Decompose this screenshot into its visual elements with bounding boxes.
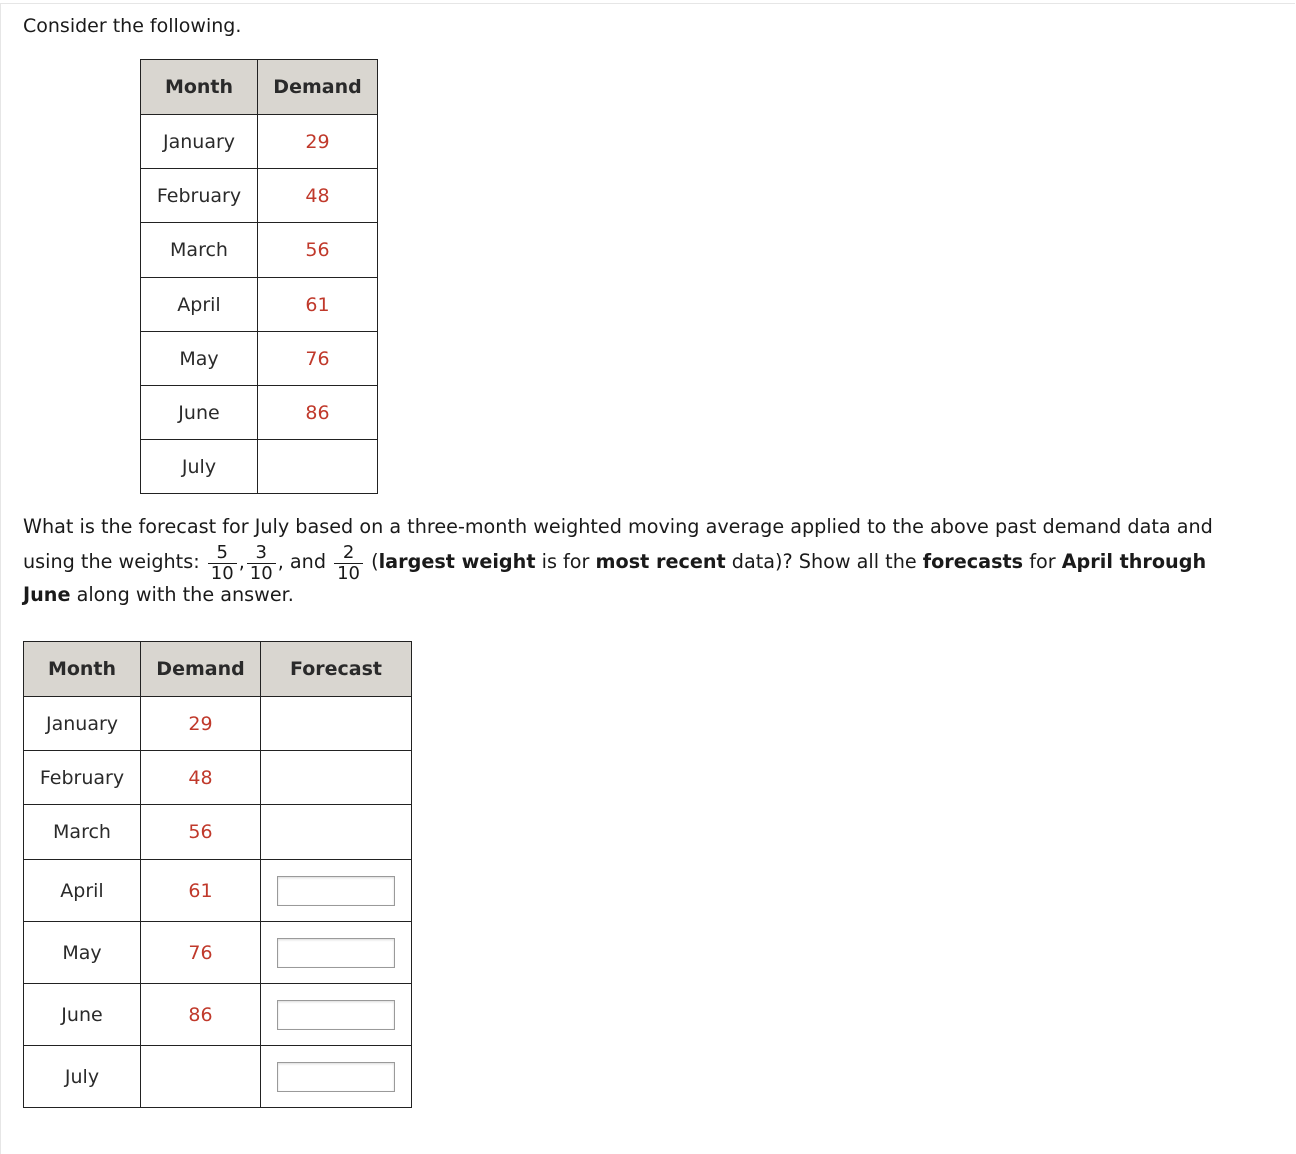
weight-2-numerator: 3 (255, 542, 267, 563)
demand-cell: 48 (141, 751, 261, 805)
table-row (24, 751, 412, 805)
demand-cell: 29 (141, 697, 261, 751)
weight-1-numerator: 5 (216, 542, 228, 563)
question-text-segment: is for (535, 550, 596, 573)
month-cell: February (141, 169, 258, 223)
forecast-input-may[interactable] (277, 938, 395, 968)
question-line-1: What is the forecast for July based on a three-month weighted moving average applied to the above past demand data and (23, 515, 1213, 538)
demand-cell: 29 (258, 115, 378, 169)
weight-3-denominator: 10 (334, 563, 363, 584)
weight-3-numerator: 2 (342, 542, 355, 563)
weight-2-denominator: 10 (247, 563, 276, 584)
weight-fraction-1 (208, 543, 237, 584)
demand-cell (141, 1046, 261, 1108)
month-cell: July (24, 1046, 141, 1108)
column-header-month: Month (24, 642, 141, 697)
demand-cell: 86 (258, 386, 378, 440)
month-cell: April (141, 278, 258, 332)
month-cell: May (141, 332, 258, 386)
month-cell: April (24, 860, 141, 922)
weight-separator: , (277, 550, 284, 573)
month-cell: March (24, 805, 141, 860)
forecast-cell (261, 805, 412, 860)
month-cell: May (24, 922, 141, 984)
question-text-segment: data)? Show all the (725, 550, 923, 573)
question-text-segment: for (1023, 550, 1062, 573)
table-row (24, 805, 412, 860)
emphasis-june: June (23, 583, 71, 606)
demand-cell: 76 (141, 922, 261, 984)
table-row (24, 697, 412, 751)
month-cell: June (24, 984, 141, 1046)
demand-cell: 61 (141, 860, 261, 922)
question-text (23, 512, 1273, 607)
month-cell: July (141, 440, 258, 494)
forecast-table (23, 641, 412, 1108)
demand-cell: 86 (141, 984, 261, 1046)
demand-cell (258, 440, 378, 494)
table-row (141, 169, 378, 223)
forecast-cell (261, 984, 412, 1046)
weight-fraction-2 (247, 543, 276, 584)
table-row (24, 860, 412, 922)
table-row (141, 386, 378, 440)
question-text-segment: along with the answer. (70, 583, 294, 606)
question-line-3 (23, 583, 1273, 607)
demand-cell: 48 (258, 169, 378, 223)
column-header-month: Month (141, 60, 258, 115)
forecast-cell (261, 751, 412, 805)
table-row (141, 223, 378, 278)
table-row (24, 922, 412, 984)
month-cell: January (24, 697, 141, 751)
forecast-cell (261, 860, 412, 922)
demand-cell: 76 (258, 332, 378, 386)
month-cell: February (24, 751, 141, 805)
intro-text: Consider the following. (23, 15, 242, 37)
table-row (141, 332, 378, 386)
table-header-row (141, 60, 378, 115)
table-row (24, 984, 412, 1046)
forecast-input-june[interactable] (277, 1000, 395, 1030)
column-header-forecast: Forecast (261, 642, 412, 697)
demand-table (140, 59, 378, 494)
column-header-demand: Demand (141, 642, 261, 697)
month-cell: January (141, 115, 258, 169)
question-prefix: using the weights: (23, 550, 206, 573)
forecast-cell (261, 922, 412, 984)
emphasis-most-recent: most recent (595, 550, 726, 573)
forecast-cell (261, 697, 412, 751)
weight-fraction-3 (334, 543, 363, 584)
table-row (141, 115, 378, 169)
and-text: and (283, 550, 333, 573)
demand-cell: 56 (258, 223, 378, 278)
emphasis-april-through: April through (1061, 550, 1207, 573)
emphasis-forecasts: forecasts (922, 550, 1024, 573)
table-row (24, 1046, 412, 1108)
demand-cell: 56 (141, 805, 261, 860)
month-cell: June (141, 386, 258, 440)
demand-cell: 61 (258, 278, 378, 332)
table-row (141, 440, 378, 494)
column-header-demand: Demand (258, 60, 378, 115)
question-text-segment: ( (365, 550, 379, 573)
table-row (141, 278, 378, 332)
forecast-cell (261, 1046, 412, 1108)
month-cell: March (141, 223, 258, 278)
emphasis-largest-weight: largest weight (378, 550, 536, 573)
question-line-2 (23, 542, 1273, 583)
weight-separator: , (238, 550, 245, 573)
weight-1-denominator: 10 (208, 563, 237, 584)
table-header-row (24, 642, 412, 697)
forecast-input-april[interactable] (277, 876, 395, 906)
forecast-input-july[interactable] (277, 1062, 395, 1092)
